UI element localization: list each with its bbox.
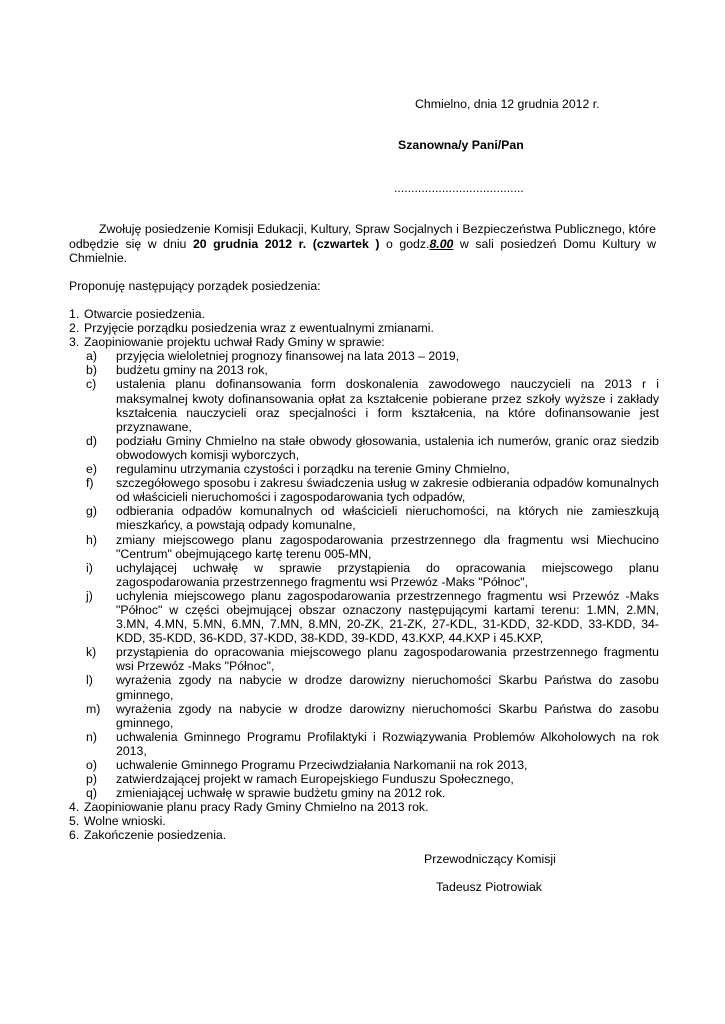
item-text: szczegółowego sposobu i zakresu świadczenia usług w zakresie odbierania odpadów komunalnych od właścicieli nieruchomości i zagospodarowania tych odpadów, (116, 476, 659, 505)
list-item (84, 349, 659, 363)
meeting-date: 20 grudnia 2012 r. (czwartek ) (192, 236, 380, 251)
item-letter: q) (86, 786, 97, 801)
item-text: podziału Gminy Chmielno na stałe obwody głosowania, ustalenia ich numerów, granic oraz siedzib obwodowych komisji wyborczych, (116, 433, 659, 462)
agenda-number: 5. (69, 814, 80, 829)
agenda-text: Otwarcie posiedzenia. (84, 307, 205, 321)
agenda-item (69, 321, 659, 335)
list-item (84, 673, 659, 701)
agenda-text: Zaopiniowanie projektu uchwał Rady Gminy w sprawie: (84, 335, 385, 350)
agenda-item (69, 335, 659, 800)
meeting-time: 8.00 (429, 236, 454, 251)
agenda-number: 2. (69, 321, 80, 336)
item-letter: p) (86, 772, 97, 787)
item-text: przystąpienia do opracowania miejscowego planu zagospodarowania przestrzennego fragmentu wsi Przewóz -Maks "Północ", (116, 645, 659, 674)
item-text: regulaminu utrzymania czystości i porządku na terenie Gminy Chmielno, (116, 462, 510, 477)
intro-text: Zwołuję posiedzenie Komisji Edukacji, Kultury, Spraw Socjalnych i Bezpieczeństwa Publicznego, które odbędzie się w dniu (69, 222, 656, 251)
agenda-number: 4. (69, 800, 80, 815)
item-text: odbierania odpadów komunalnych od właścicieli nieruchomości, na których nie zamieszkują mieszkańcy, a powstają odpady komunalne, (116, 504, 659, 533)
agenda-text: Wolne wnioski. (84, 814, 166, 829)
item-letter: o) (86, 758, 97, 772)
resolution-list (84, 349, 659, 800)
recipient-dotted-line: ...................................... (394, 181, 524, 195)
item-text: zmieniającej uchwałę w sprawie budżetu gminy na 2012 rok. (116, 786, 446, 801)
item-letter: f) (86, 476, 94, 491)
item-text: uchylenia miejscowego planu zagospodarowania przestrzennego fragmentu wsi Przewóz -Maks "Północ" w części obejmującej obszar oznaczony następującymi kartami terenu: 1.MN, 2.MN, 3.MN, 4.MN, 5.MN, 6.MN, 7.MN, 8.MN, 20-ZK, 21-ZK, 27-KDL, 31-KDD, 32-KDD, 33-KDD, 34-KDD, 35-KDD, 36-KDD, 37-KDD, 38-KDD, 39-KDD, 43.KXP, 44.KXP i 45.KXP, (116, 588, 659, 646)
list-item (84, 772, 659, 786)
list-item (84, 758, 659, 772)
list-item (84, 504, 659, 532)
list-item (84, 363, 659, 377)
item-letter: l) (86, 673, 93, 688)
item-text: uchwalenie Gminnego Programu Przeciwdziałania Narkomanii na rok 2013, (116, 758, 528, 772)
item-letter: g) (86, 504, 97, 519)
agenda-item (69, 814, 659, 828)
agenda-text: Przyjęcie porządku posiedzenia wraz z ewentualnymi zmianami. (84, 321, 434, 336)
intro-text-time-label: o godz. (379, 236, 430, 251)
item-text: zatwierdzającej projekt w ramach Europejskiego Funduszu Społecznego, (116, 772, 514, 787)
list-item (84, 476, 659, 504)
list-item (84, 533, 659, 561)
agenda-number: 1. (69, 307, 80, 321)
list-item (84, 561, 659, 589)
item-letter: k) (86, 645, 97, 660)
agenda-item (69, 828, 659, 842)
item-letter: n) (86, 729, 97, 744)
item-text: przyjęcia wieloletniej prognozy finansowej na lata 2013 – 2019, (116, 349, 460, 364)
list-item (84, 645, 659, 673)
agenda-item (69, 307, 659, 321)
salutation: Szanowna/y Pani/Pan (398, 138, 524, 152)
signature-role: Przewodniczący Komisji (424, 852, 556, 866)
item-letter: d) (86, 433, 97, 448)
item-letter: h) (86, 532, 97, 547)
item-text: zmiany miejscowego planu zagospodarowania przestrzennego dla fragmentu wsi Miechucino "Centrum" obejmującego kartę terenu 005-MN, (116, 532, 659, 561)
signature-name: Tadeusz Piotrowiak (436, 880, 542, 894)
item-letter: c) (86, 377, 97, 392)
list-item (84, 434, 659, 462)
item-letter: b) (86, 363, 97, 378)
list-item (84, 702, 659, 730)
item-text: uchylającej uchwałę w sprawie przystąpienia do opracowania miejscowego planu zagospodarowania przestrzennego fragmentu wsi Przewóz -Maks "Północ", (116, 560, 659, 589)
agenda-number: 3. (69, 335, 80, 350)
item-text: wyrażenia zgody na nabycie w drodze darowizny nieruchomości Skarbu Państwa do zasobu gminnego, (116, 673, 659, 702)
agenda-text: Zakończenie posiedzenia. (84, 828, 227, 843)
item-letter: j) (86, 588, 93, 603)
agenda-item (69, 800, 659, 814)
agenda-list (69, 307, 659, 843)
list-item (84, 589, 659, 645)
list-item (84, 377, 659, 433)
item-text: budżetu gminy na 2013 rok, (116, 363, 268, 378)
agenda-number: 6. (69, 828, 80, 843)
list-item (84, 462, 659, 476)
item-letter: m) (86, 701, 101, 716)
item-letter: e) (86, 462, 97, 477)
item-text: uchwalenia Gminnego Programu Profilaktyki i Rozwiązywania Problemów Alkoholowych na rok 2013, (116, 729, 659, 758)
place-date: Chmielno, dnia 12 grudnia 2012 r. (415, 97, 600, 111)
list-item (84, 786, 659, 800)
agenda-text: Zaopiniowanie planu pracy Rady Gminy Chmielno na 2013 rok. (84, 800, 429, 815)
agenda-intro: Proponuję następujący porządek posiedzenia: (69, 279, 321, 293)
item-text: wyrażenia zgody na nabycie w drodze darowizny nieruchomości Skarbu Państwa do zasobu gminnego, (116, 701, 659, 730)
list-item (84, 730, 659, 758)
item-text: ustalenia planu dofinansowania form doskonalenia zawodowego nauczycieli na 2013 r i maksymalnej kwoty dofinansowania opłat za kształcenie pobierane przez szkoły wyższe i zakłady kształcenia nauczycieli oraz specjalności i form kształcenia, na które dofinansowanie jest przyznawane, (116, 377, 659, 434)
item-letter: i) (86, 560, 93, 575)
intro-text-place: w sali posiedzeń Domu Kultury w Chmielnie. (69, 236, 656, 265)
item-letter: a) (86, 349, 97, 364)
intro-paragraph (69, 222, 656, 266)
